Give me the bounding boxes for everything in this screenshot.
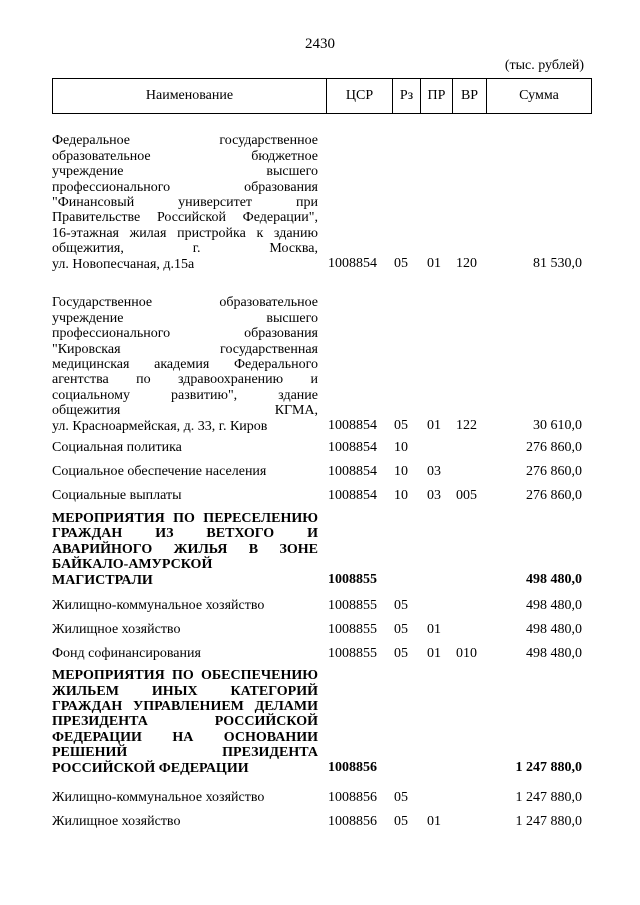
- row-sum: 1 247 880,0: [515, 760, 582, 775]
- header-name: Наименование: [52, 79, 326, 113]
- row-name: [52, 488, 318, 504]
- header-pr: ПР: [420, 79, 452, 113]
- row-sum: 498 480,0: [526, 598, 582, 613]
- row-name-line: ГРАЖДАН УПРАВЛЕНИЕМ ДЕЛАМИ: [52, 698, 318, 714]
- row-name: [52, 464, 318, 480]
- row-vr: 120: [456, 256, 477, 271]
- row-name-line: БАЙКАЛО-АМУРСКОЙ: [52, 557, 213, 573]
- row-name-line: Фонд софинансирования: [52, 646, 201, 661]
- row-rz: 05: [394, 256, 408, 271]
- table-row: [52, 622, 592, 638]
- row-pr: 01: [427, 622, 441, 637]
- row-name: [52, 133, 318, 272]
- row-rz: 05: [394, 622, 408, 637]
- row-name-line: Правительстве Российской Федерации",: [52, 210, 318, 226]
- table-row: [52, 598, 592, 614]
- row-vr: 122: [456, 418, 477, 433]
- row-name: [52, 295, 318, 434]
- table-row: [52, 790, 592, 806]
- header-vr: ВР: [452, 79, 486, 113]
- row-csr: 1008855: [328, 622, 377, 637]
- row-name: [52, 646, 318, 662]
- row-name-line: МАГИСТРАЛИ: [52, 572, 153, 588]
- row-name: [52, 790, 318, 806]
- row-csr: 1008854: [328, 488, 377, 503]
- row-sum: 498 480,0: [526, 622, 582, 637]
- row-name-line: "Кировская государственная: [52, 341, 318, 357]
- row-sum: 498 480,0: [526, 646, 582, 661]
- row-sum: 276 860,0: [526, 464, 582, 479]
- row-csr: 1008856: [328, 814, 377, 829]
- header-sum: Сумма: [486, 79, 592, 113]
- row-name-line: Жилищное хозяйство: [52, 622, 181, 637]
- row-rz: 10: [394, 464, 408, 479]
- row-pr: 01: [427, 418, 441, 433]
- row-name-line: ул. Новопесчаная, д.15а: [52, 256, 195, 272]
- row-csr: 1008854: [328, 418, 377, 433]
- row-name-line: "Финансовый университет при: [52, 194, 318, 210]
- page-number: 2430: [305, 36, 335, 52]
- row-vr: 010: [456, 646, 477, 661]
- row-name-line: Жилищно-коммунальное хозяйство: [52, 790, 265, 805]
- row-name-line: МЕРОПРИЯТИЯ ПО ПЕРЕСЕЛЕНИЮ: [52, 510, 318, 526]
- row-name-line: ФЕДЕРАЦИИ НА ОСНОВАНИИ: [52, 729, 318, 745]
- row-name-line: Жилищное хозяйство: [52, 814, 181, 829]
- row-name-line: ул. Красноармейская, д. 33, г. Киров: [52, 418, 268, 434]
- row-name: [52, 511, 318, 588]
- row-name-line: Социальная политика: [52, 440, 182, 455]
- row-name-line: общежития КГМА,: [52, 403, 318, 419]
- row-name-line: общежития, г. Москва,: [52, 241, 318, 257]
- row-rz: 05: [394, 418, 408, 433]
- header-rz: Рз: [392, 79, 420, 113]
- row-name-line: образовательное бюджетное: [52, 148, 318, 164]
- row-name: [52, 622, 318, 638]
- row-name: [52, 668, 318, 776]
- row-csr: 1008854: [328, 440, 377, 455]
- row-pr: 01: [427, 646, 441, 661]
- row-csr: 1008854: [328, 464, 377, 479]
- table-row: [52, 464, 592, 480]
- row-rz: 05: [394, 598, 408, 613]
- row-sum: 276 860,0: [526, 440, 582, 455]
- row-name-line: АВАРИЙНОГО ЖИЛЬЯ В ЗОНЕ: [52, 541, 318, 557]
- table-header: [52, 78, 592, 114]
- row-name-line: ПРЕЗИДЕНТА РОССИЙСКОЙ: [52, 714, 318, 730]
- row-csr: 1008855: [328, 646, 377, 661]
- row-sum: 1 247 880,0: [515, 814, 582, 829]
- row-name-line: Жилищно-коммунальное хозяйство: [52, 598, 265, 613]
- row-sum: 81 530,0: [533, 256, 582, 271]
- row-name-line: ГРАЖДАН ИЗ ВЕТХОГО И: [52, 526, 318, 542]
- row-rz: 10: [394, 488, 408, 503]
- row-name-line: 16-этажная жилая пристройка к зданию: [52, 225, 318, 241]
- row-name-line: МЕРОПРИЯТИЯ ПО ОБЕСПЕЧЕНИЮ: [52, 668, 318, 684]
- row-rz: 05: [394, 814, 408, 829]
- row-sum: 30 610,0: [533, 418, 582, 433]
- row-name: [52, 598, 318, 614]
- row-name-line: Федеральное государственное: [52, 133, 318, 149]
- table-row: [52, 646, 592, 662]
- row-rz: 05: [394, 790, 408, 805]
- row-sum: 1 247 880,0: [515, 790, 582, 805]
- table-row: [52, 670, 592, 776]
- table-row: [52, 120, 592, 272]
- row-name-line: РОССИЙСКОЙ ФЕДЕРАЦИИ: [52, 760, 249, 776]
- row-name-line: агентства по здравоохранению и: [52, 372, 318, 388]
- row-name-line: медицинская академия Федерального: [52, 356, 318, 372]
- row-name-line: профессионального образования: [52, 179, 318, 195]
- row-name-line: учреждение высшего: [52, 164, 318, 180]
- row-name-line: ЖИЛЬЕМ ИНЫХ КАТЕГОРИЙ: [52, 683, 318, 699]
- row-name-line: Социальные выплаты: [52, 488, 182, 503]
- row-rz: 05: [394, 646, 408, 661]
- row-name-line: социальному развитию", здание: [52, 387, 318, 403]
- row-name-line: Социальное обеспечение населения: [52, 464, 267, 479]
- row-vr: 005: [456, 488, 477, 503]
- table-row: [52, 488, 592, 504]
- row-sum: 276 860,0: [526, 488, 582, 503]
- row-csr: 1008856: [328, 790, 377, 805]
- row-csr: 1008856: [328, 760, 377, 775]
- header-csr: ЦСР: [326, 79, 392, 113]
- table-row: [52, 282, 592, 434]
- units-note: (тыс. рублей): [504, 58, 584, 73]
- row-pr: 01: [427, 814, 441, 829]
- row-pr: 01: [427, 256, 441, 271]
- row-sum: 498 480,0: [526, 572, 582, 587]
- row-name-line: профессионального образования: [52, 326, 318, 342]
- row-pr: 03: [427, 488, 441, 503]
- row-name-line: учреждение высшего: [52, 310, 318, 326]
- row-name-line: Государственное образовательное: [52, 295, 318, 311]
- row-csr: 1008855: [328, 572, 377, 587]
- table-row: [52, 814, 592, 830]
- row-rz: 10: [394, 440, 408, 455]
- row-csr: 1008854: [328, 256, 377, 271]
- row-name-line: РЕШЕНИЙ ПРЕЗИДЕНТА: [52, 745, 318, 761]
- row-name: [52, 440, 318, 456]
- row-name: [52, 814, 318, 830]
- table-row: [52, 512, 592, 588]
- row-csr: 1008855: [328, 598, 377, 613]
- table-row: [52, 440, 592, 456]
- row-pr: 03: [427, 464, 441, 479]
